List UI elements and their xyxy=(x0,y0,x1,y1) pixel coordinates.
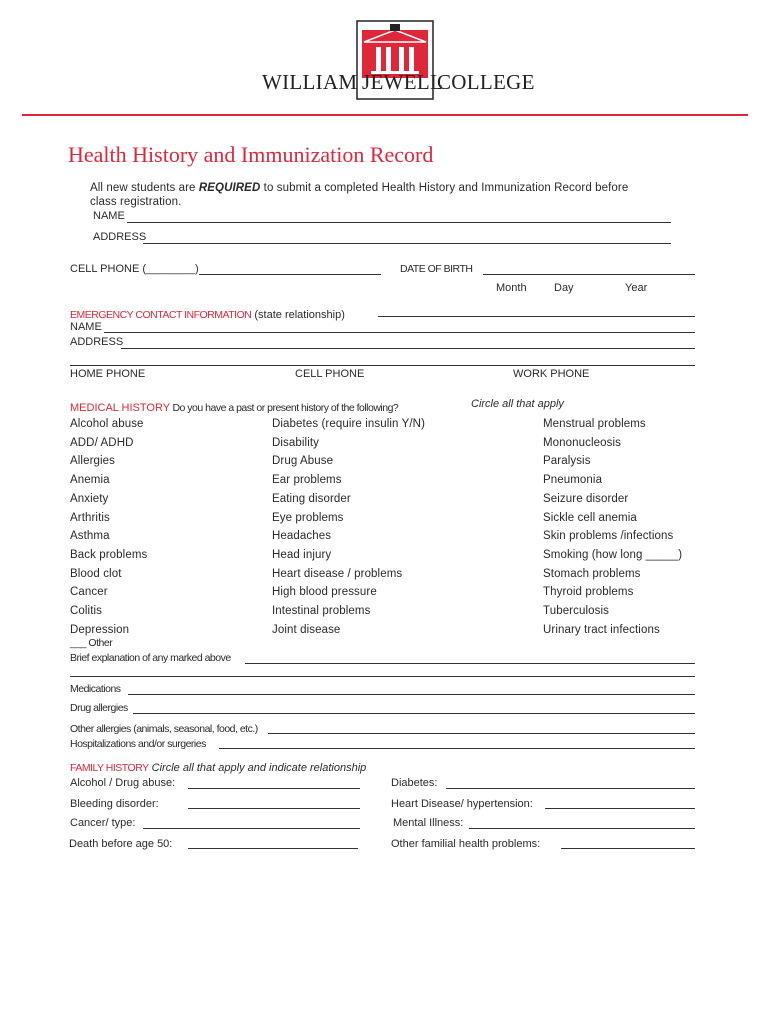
condition-item[interactable]: Disability xyxy=(272,436,320,449)
other-allergies-label: Other allergies (animals, seasonal, food, etc.) xyxy=(70,723,258,735)
page-title: Health History and Immunization Record xyxy=(68,142,434,167)
medical-instruction: Circle all that apply xyxy=(471,398,564,410)
condition-item[interactable]: Paralysis xyxy=(543,455,591,468)
condition-item[interactable]: Stomach problems xyxy=(543,567,641,580)
other-allergies-field[interactable] xyxy=(268,733,695,734)
condition-item[interactable]: Smoking (how long _____) xyxy=(543,548,683,561)
dob-day: Day xyxy=(554,282,574,294)
cell-phone-label: CELL PHONE (________) xyxy=(70,263,199,275)
cell-phone-field[interactable] xyxy=(199,274,381,275)
condition-item[interactable]: Joint disease xyxy=(272,623,341,636)
dob-field[interactable] xyxy=(483,274,695,275)
emergency-name-field[interactable] xyxy=(104,332,695,333)
condition-item[interactable]: Thyroid problems xyxy=(543,586,634,599)
brief-explanation-field-2[interactable] xyxy=(70,676,695,677)
condition-item[interactable]: Heart disease / problems xyxy=(272,567,403,580)
condition-item[interactable]: Alcohol abuse xyxy=(70,418,144,430)
family-other-field[interactable] xyxy=(561,848,695,849)
student-address-field[interactable] xyxy=(143,243,671,244)
condition-item[interactable]: ADD/ ADHD xyxy=(70,436,134,449)
condition-item[interactable]: Eye problems xyxy=(272,511,344,524)
other-condition-label: ___ Other xyxy=(70,637,113,649)
family-alcohol-label: Alcohol / Drug abuse: xyxy=(70,777,176,789)
family-cancer-field[interactable] xyxy=(143,828,360,829)
work-phone-label: WORK PHONE xyxy=(513,368,590,380)
family-diabetes-label: Diabetes: xyxy=(391,777,438,789)
logo-word-college: COLLEGE xyxy=(437,70,535,94)
family-alcohol-field[interactable] xyxy=(188,788,360,789)
logo-word-william: WILLIAM xyxy=(262,70,358,94)
logo-word-jewell: JEWELL xyxy=(362,70,444,94)
family-heart-label: Heart Disease/ hypertension: xyxy=(391,798,533,810)
family-death-field[interactable] xyxy=(188,848,358,849)
condition-item[interactable]: Depression xyxy=(70,623,130,636)
family-heading: FAMILY HISTORY Circle all that apply and indicate relationship xyxy=(70,762,367,774)
family-diabetes-field[interactable] xyxy=(446,788,695,789)
emergency-name-label: NAME xyxy=(70,321,102,333)
condition-item[interactable]: Drug Abuse xyxy=(272,455,334,468)
emergency-address-label: ADDRESS xyxy=(70,336,124,348)
family-mental-label: Mental Illness: xyxy=(393,817,464,829)
hospitalizations-label: Hospitalizations and/or surgeries xyxy=(70,738,206,750)
drug-allergies-field[interactable] xyxy=(133,713,695,714)
header-divider xyxy=(22,114,748,116)
family-heart-field[interactable] xyxy=(545,808,695,809)
condition-item[interactable]: Cancer xyxy=(70,586,108,599)
condition-item[interactable]: Back problems xyxy=(70,548,148,561)
condition-item[interactable]: Head injury xyxy=(272,548,332,561)
brief-explanation-field[interactable] xyxy=(245,663,695,664)
brief-explanation-label: Brief explanation of any marked above xyxy=(70,652,231,664)
family-mental-field[interactable] xyxy=(469,828,695,829)
emergency-address-field[interactable] xyxy=(121,348,695,349)
condition-item[interactable]: Eating disorder xyxy=(272,492,351,505)
condition-item[interactable]: Seizure disorder xyxy=(543,492,629,505)
condition-item[interactable]: Ear problems xyxy=(272,474,342,487)
dob-month: Month xyxy=(496,282,527,294)
medications-field[interactable] xyxy=(128,694,695,695)
medications-label: Medications xyxy=(70,683,121,695)
condition-item[interactable]: Urinary tract infections xyxy=(543,623,660,636)
condition-item[interactable]: Allergies xyxy=(70,455,116,468)
condition-item[interactable]: Sickle cell anemia xyxy=(543,511,637,524)
family-bleeding-field[interactable] xyxy=(188,808,360,809)
required-emphasis: REQUIRED xyxy=(198,182,261,194)
emergency-phone-line[interactable] xyxy=(70,365,695,366)
condition-item[interactable]: Tuberculosis xyxy=(543,605,609,617)
condition-item[interactable]: Intestinal problems xyxy=(272,605,371,617)
condition-item[interactable]: Skin problems /infections xyxy=(543,530,674,543)
hospitalizations-field[interactable] xyxy=(219,748,695,749)
condition-item[interactable]: Mononucleosis xyxy=(543,436,622,449)
intro-line-2: class registration. xyxy=(90,196,182,208)
condition-item[interactable]: Arthritis xyxy=(70,511,110,524)
drug-allergies-label: Drug allergies xyxy=(70,702,128,714)
home-phone-label: HOME PHONE xyxy=(70,368,146,380)
condition-item[interactable]: Blood clot xyxy=(70,567,122,580)
condition-item[interactable]: Pneumonia xyxy=(543,474,603,487)
condition-item[interactable]: Headaches xyxy=(272,530,332,543)
family-cancer-label: Cancer/ type: xyxy=(70,817,136,829)
family-death-label: Death before age 50: xyxy=(69,838,173,850)
intro-line-1: All new students are REQUIRED to submit a completed Health History and Immunization Record before xyxy=(90,182,629,194)
emergency-relationship-field[interactable] xyxy=(378,316,695,317)
condition-item[interactable]: High blood pressure xyxy=(272,586,377,599)
condition-item[interactable]: Colitis xyxy=(70,605,103,617)
medical-heading: MEDICAL HISTORY Do you have a past or present history of the following? xyxy=(70,402,399,414)
family-bleeding-label: Bleeding disorder: xyxy=(70,798,159,810)
emergency-heading: EMERGENCY CONTACT INFORMATION (state relationship) xyxy=(70,309,345,321)
family-other-label: Other familial health problems: xyxy=(391,838,541,850)
dob-year: Year xyxy=(625,282,648,294)
student-name-label: NAME xyxy=(93,210,125,222)
cell-phone-label-2: CELL PHONE xyxy=(295,368,365,380)
condition-item[interactable]: Anemia xyxy=(70,474,110,487)
condition-item[interactable]: Diabetes (require insulin Y/N) xyxy=(272,418,425,430)
student-address-label: ADDRESS xyxy=(93,231,147,243)
student-name-field[interactable] xyxy=(127,222,671,223)
dob-label: DATE OF BIRTH xyxy=(400,263,473,275)
condition-item[interactable]: Asthma xyxy=(70,530,110,543)
condition-item[interactable]: Menstrual problems xyxy=(543,418,646,430)
condition-item[interactable]: Anxiety xyxy=(70,492,109,505)
